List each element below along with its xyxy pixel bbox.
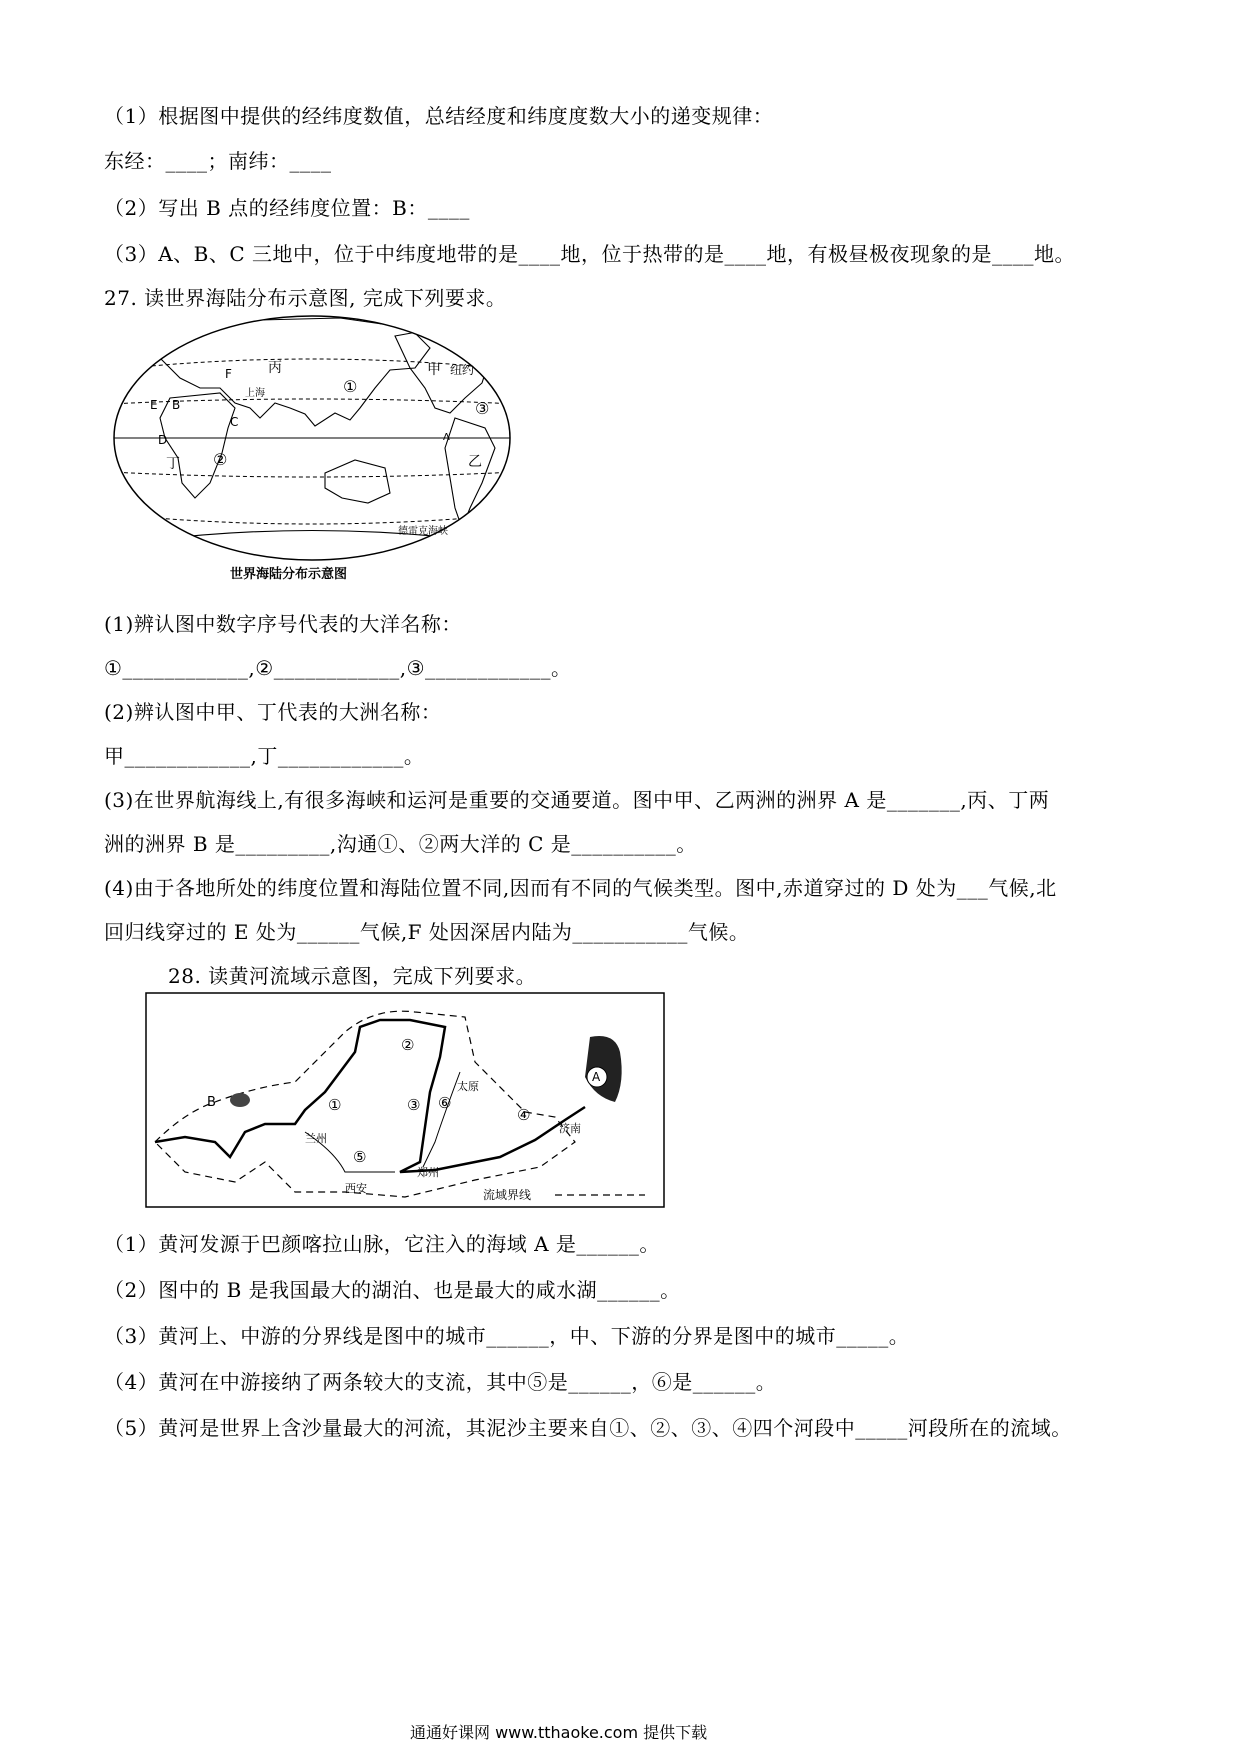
map-label-C: C	[230, 415, 239, 429]
map-label-drake: 德雷克海峡	[398, 526, 448, 537]
map-label-A: A	[443, 432, 450, 443]
map-label-D: D	[158, 433, 168, 447]
river-label-1: ①	[328, 1096, 342, 1114]
map-label-F: F	[225, 367, 232, 381]
q27-part3-line1: (3)在世界航海线上,有很多海峡和运河是重要的交通要道。图中甲、乙两洲的洲界 A 是_______,丙、丁两	[104, 788, 1050, 812]
city-label-zhengzhou: 郑州	[417, 1166, 439, 1179]
map-label-jia: 甲	[427, 362, 441, 378]
river-label-2: ②	[401, 1036, 415, 1054]
q27-part2-answers: 甲____________,丁____________。	[104, 744, 425, 768]
q26-part2: （2）写出 B 点的经纬度位置：B：____	[104, 196, 470, 220]
map-label-ocean-2: ②	[213, 450, 228, 469]
q27-part3-line2: 洲的洲界 B 是_________,沟通①、②两大洋的 C 是__________。	[104, 832, 697, 856]
q26-part3: （3）A、B、C 三地中，位于中纬度地带的是____地，位于热带的是____地，有极昼极夜现象的是____地。	[104, 242, 1076, 266]
map-label-yi: 乙	[468, 454, 482, 470]
q27-part2-prompt: (2)辨认图中甲、丁代表的大洲名称：	[104, 700, 442, 724]
q27-part4-line2: 回归线穿过的 E 处为______气候,F 处因深居内陆为___________气候。	[104, 920, 750, 944]
map-label-ding: 丁	[166, 456, 180, 472]
world-map	[110, 308, 515, 588]
q28-part3: （3）黄河上、中游的分界线是图中的城市______，中、下游的分界是图中的城市_____。	[104, 1324, 910, 1348]
world-map-figure	[110, 308, 515, 588]
map-label-shanghai: 上海	[245, 388, 265, 399]
q27-part4-line1: (4)由于各地所处的纬度位置和海陆位置不同,因而有不同的气候类型。图中,赤道穿过的 D 处为___气候,北	[104, 876, 1057, 900]
map-label-bing: 丙	[268, 360, 282, 376]
map-label-newyork: 纽约	[450, 363, 475, 377]
legend-label: 流域界线	[483, 1188, 532, 1202]
q27-part1-prompt: (1)辨认图中数字序号代表的大洋名称：	[104, 612, 462, 636]
river-label-B: B	[207, 1095, 216, 1110]
city-label-jinan: 济南	[559, 1122, 581, 1135]
city-label-taiyuan: 太原	[457, 1080, 479, 1093]
world-map-caption: 世界海陆分布示意图	[230, 567, 348, 582]
city-label-xian: 西安	[345, 1182, 367, 1195]
river-label-5: ⑤	[353, 1148, 367, 1166]
yellow-river-map	[145, 992, 665, 1208]
q28-part5: （5）黄河是世界上含沙量最大的河流，其泥沙主要来自①、②、③、④四个河段中_____河段所在的流域。	[104, 1416, 1072, 1440]
map-label-ocean-1: ①	[343, 377, 358, 396]
q27-title: 27. 读世界海陆分布示意图, 完成下列要求。	[104, 286, 507, 310]
city-label-lanzhou: 兰州	[305, 1132, 327, 1145]
yellow-river-map-figure	[145, 992, 665, 1208]
q26-part1-answer-line: 东经：____；南纬：____	[104, 149, 332, 173]
map-label-B: B	[172, 398, 181, 412]
map-label-ocean-3: ③	[475, 399, 490, 418]
footer-source: 通通好课网 www.tthaoke.com 提供下载	[410, 1723, 708, 1742]
q27-part1-answers: ①____________,②____________,③____________。	[104, 656, 572, 680]
river-label-3: ③	[407, 1096, 421, 1114]
q28-part1: （1）黄河发源于巴颜喀拉山脉，它注入的海域 A 是______。	[104, 1232, 660, 1256]
q28-title: 28. 读黄河流域示意图，完成下列要求。	[168, 964, 537, 988]
q26-part1-prompt: （1）根据图中提供的经纬度数值，总结经度和纬度度数大小的递变规律：	[104, 104, 774, 128]
sea-label-A: A	[592, 1070, 601, 1084]
river-label-6: ⑥	[438, 1094, 452, 1112]
q28-part2: （2）图中的 B 是我国最大的湖泊、也是最大的咸水湖______。	[104, 1278, 681, 1302]
map-label-E: E	[150, 398, 158, 412]
river-label-4: ④	[517, 1106, 531, 1124]
q28-part4: （4）黄河在中游接纳了两条较大的支流，其中⑤是______，⑥是______。	[104, 1370, 777, 1394]
